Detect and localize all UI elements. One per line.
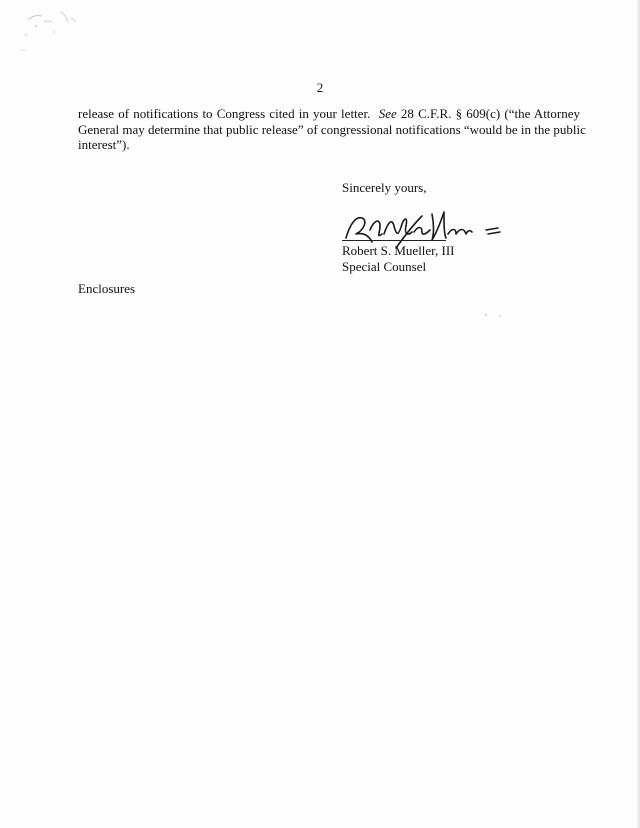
page-number: 2 xyxy=(316,80,324,95)
paragraph-line-2: General may determine that public release” of congressional notifications “would be in the public xyxy=(78,121,586,137)
scan-artifact-dots xyxy=(480,310,510,320)
citation-signal: See xyxy=(378,106,397,121)
closing-salutation: Sincerely yours, xyxy=(342,180,427,195)
paragraph-line-1-text: release of notifications to Congress cited in your letter. xyxy=(78,106,371,121)
letter-paragraph xyxy=(78,106,586,153)
signature-line xyxy=(342,240,446,241)
paragraph-line-3: interest”). xyxy=(78,137,130,152)
signer-name: Robert S. Mueller, III xyxy=(342,243,455,258)
scan-artifact-marks xyxy=(18,6,98,66)
paragraph-line-1 xyxy=(78,106,580,122)
signer-title: Special Counsel xyxy=(342,259,427,274)
citation-text: 28 C.F.R. § 609(c) (“the Attorney xyxy=(400,106,581,121)
enclosures-label: Enclosures xyxy=(78,281,136,296)
